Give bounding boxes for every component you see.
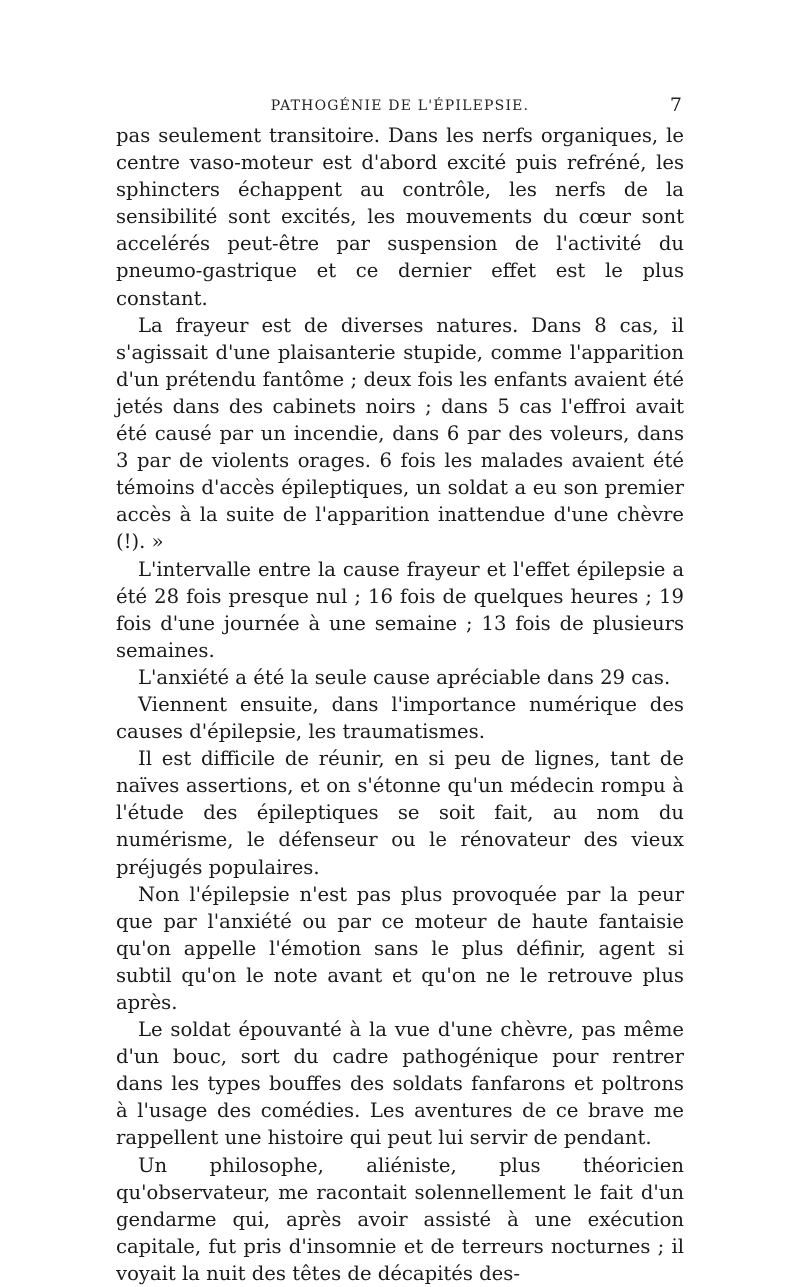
page-number: 7 — [669, 94, 682, 116]
paragraph: Un philosophe, aliéniste, plus théoricien qu'observateur, me racontait solennellement le fait d'un gendarme qui, après avoir assisté à une exécution capitale, fut pris d'insomnie et de terreurs nocturnes ; il voyait la nuit des têtes de décapités des- — [116, 1153, 684, 1285]
running-title: PATHOGÉNIE DE L'ÉPILEPSIE. — [270, 98, 530, 114]
paragraph: L'anxiété a été la seule cause apréciable dans 29 cas. — [138, 665, 671, 689]
running-head — [116, 94, 684, 122]
paragraph: Le soldat épouvanté à la vue d'une chèvre, pas même d'un bouc, sort du cadre pathogénique pour rentrer dans les types bouffes des soldats fanfarons et poltrons à l'usage des comédies. Les aventures de ce brave me rappellent une histoire qui peut lui servir de pendant. — [116, 1018, 684, 1150]
paragraph: Il est difficile de réunir, en si peu de lignes, tant de naïves assertions, et on s'étonne qu'un médecin rompu à l'étude des épileptiques se soit fait, au nom du numérisme, le défenseur ou le rénovateur des vieux préjugés populaires. — [116, 747, 684, 879]
body-text — [116, 122, 684, 1287]
paragraph: pas seulement transitoire. Dans les nerfs organiques, le centre vaso-moteur est d'abord excité puis refréné, les sphincters échappent au contrôle, les nerfs de la sensibilité sont excités, les mouvements du cœur sont accelérés peut-être par suspension de l'activité du pneumo-gastrique et ce dernier effet est le plus constant. — [116, 124, 684, 310]
paragraph: La frayeur est de diverses natures. Dans 8 cas, il s'agissait d'une plaisanterie stupide, comme l'apparition d'un prétendu fantôme ; deux fois les enfants avaient été jetés dans des cabinets noirs ; dans 5 cas l'effroi avait été causé par un incendie, dans 6 par des voleurs, dans 3 par de violents orages. 6 fois les malades avaient été témoins d'accès épileptiques, un soldat a eu son premier accès à la suite de l'apparition inattendue d'une chèvre (!). » — [116, 313, 684, 554]
paragraph: L'intervalle entre la cause frayeur et l'effet épilepsie a été 28 fois presque nul ; 16 fois de quelques heures ; 19 fois d'une journée à une semaine ; 13 fois de plusieurs semaines. — [116, 557, 684, 662]
book-page — [116, 94, 684, 1287]
paragraph: Non l'épilepsie n'est pas plus provoquée par la peur que par l'anxiété ou par ce moteur de haute fantaisie qu'on appelle l'émotion sans le plus définir, agent si subtil qu'on le note avant et qu'on ne le retrouve plus après. — [116, 882, 684, 1014]
paragraph: Viennent ensuite, dans l'importance numérique des causes d'épilepsie, les traumatismes. — [116, 692, 684, 744]
